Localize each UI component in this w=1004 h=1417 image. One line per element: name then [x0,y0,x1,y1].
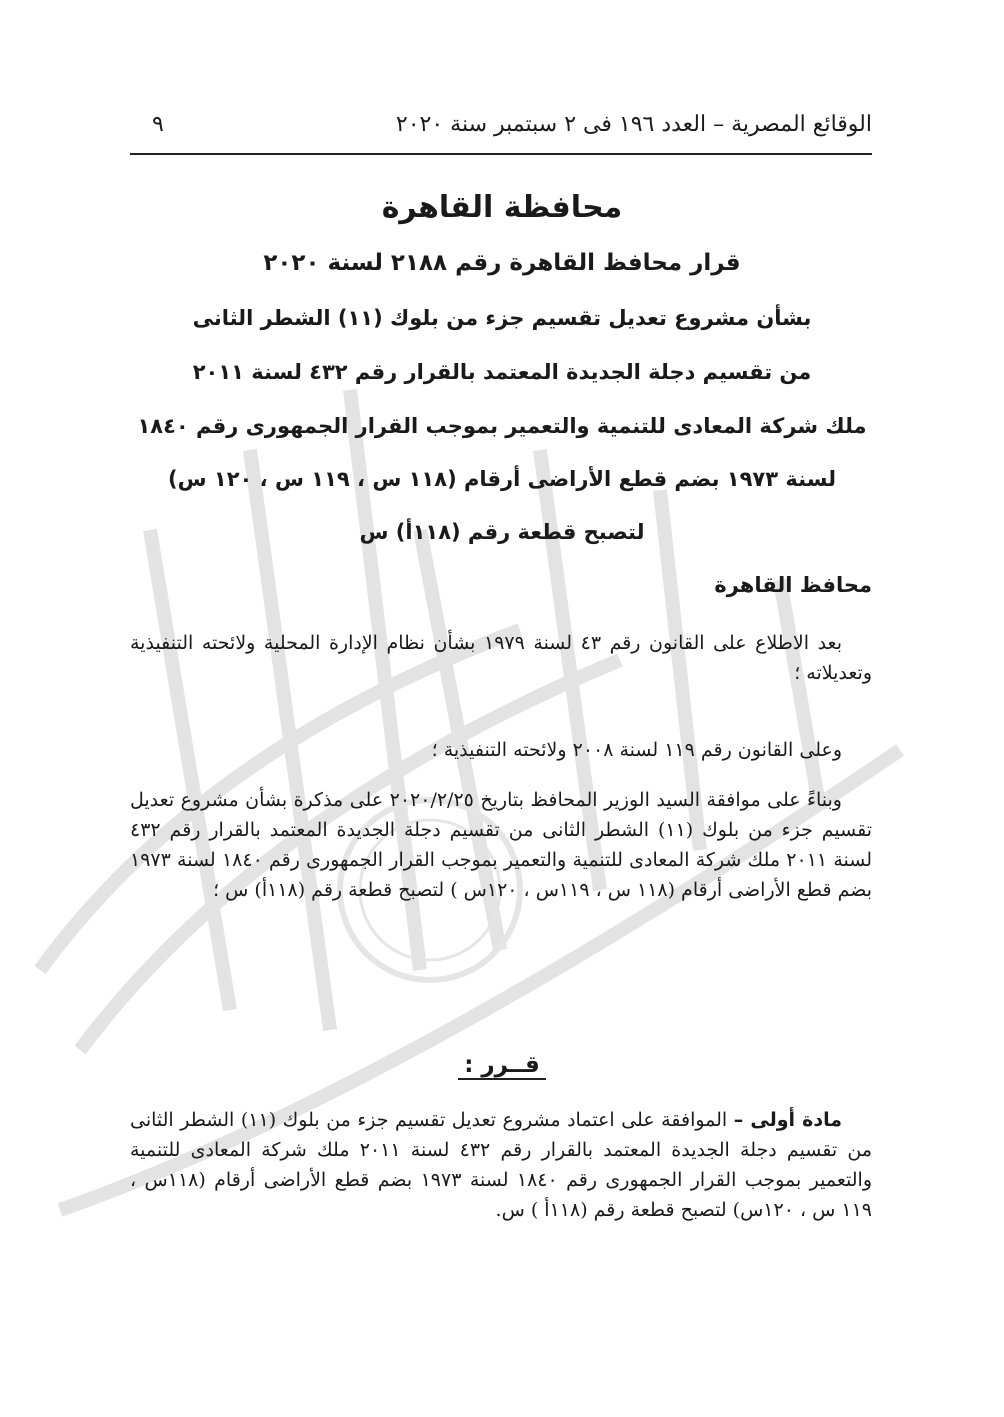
decree-heading-text: قــرر : [458,1052,546,1080]
subject-line-4: لسنة ١٩٧٣ بضم قطع الأراضى أرقام (١١٨ س ، ١١٩ س ، ١٢٠ س) [168,467,836,491]
header-rule [130,153,872,155]
preamble-paragraph-1: بعد الاطلاع على القانون رقم ٤٣ لسنة ١٩٧٩ بشأن نظام الإدارة المحلية ولائحته التنفيذية وتعديلاته ؛ [130,632,872,684]
subject-line-2: من تقسيم دجلة الجديدة المعتمد بالقرار رقم ٤٣٢ لسنة ٢٠١١ [192,360,812,384]
article-label: مادة أولى – [733,1109,842,1131]
subject-line-3: ملك شركة المعادى للتنمية والتعمير بموجب القرار الجمهورى رقم ١٨٤٠ [137,414,867,438]
decree-title: قرار محافظ القاهرة رقم ٢١٨٨ لسنة ٢٠٢٠ [263,250,741,276]
article-text: الموافقة على اعتماد مشروع تعديل تقسيم جزء من بلوك (١١) الشطر الثانى من تقسيم دجلة الجديدة المعتمد بالقرار رقم ٤٣٢ لسنة ٢٠١١ ملك شركة المعادى للتنمية والتعمير بموجب القرار الجمهورى رقم ١٨٤٠ لسنة ١٩٧٣ بضم قطع الأراضى أرقام (١١٨س ، ١١٩ س ، ١٢٠س) لتصبح قطعة رقم (١١٨أ ) س. [130,1109,872,1221]
decree-heading [0,1052,1004,1078]
preamble-paragraph-3: وبناءً على موافقة السيد الوزير المحافظ بتاريخ ٢٠٢٠/٢/٢٥ على مذكرة بشأن مشروع تعديل تقسيم جزء من بلوك (١١) الشطر الثانى من تقسيم دجلة الجديدة المعتمد بالقرار رقم ٤٣٢ لسنة ٢٠١١ ملك شركة المعادى للتنمية والتعمير بموجب القرار الجمهورى رقم ١٨٤٠ لسنة ١٩٧٣ بضم قطع الأراضى أرقام (١١٨ س ، ١١٩س ، ١٢٠س ) لتصبح قطعة رقم (١١٨أ) س ؛ [130,789,872,901]
authority-title: محافظة القاهرة [381,190,623,225]
subject-line-1: بشأن مشروع تعديل تقسيم جزء من بلوك (١١) الشطر الثانى [192,306,812,330]
subject-line-5: لتصبح قطعة رقم (١١٨أ) س [359,520,645,544]
running-title: الوقائع المصرية – العدد ١٩٦ فى ٢ سبتمبر سنة ٢٠٢٠ [395,112,872,137]
article-one [130,1105,872,1225]
page-header [130,112,872,150]
page-number: ٩ [152,112,164,137]
governor-heading: محافظ القاهرة [714,573,872,597]
preamble-paragraph-2: وعلى القانون رقم ١١٩ لسنة ٢٠٠٨ ولائحته التنفيذية ؛ [431,739,842,761]
